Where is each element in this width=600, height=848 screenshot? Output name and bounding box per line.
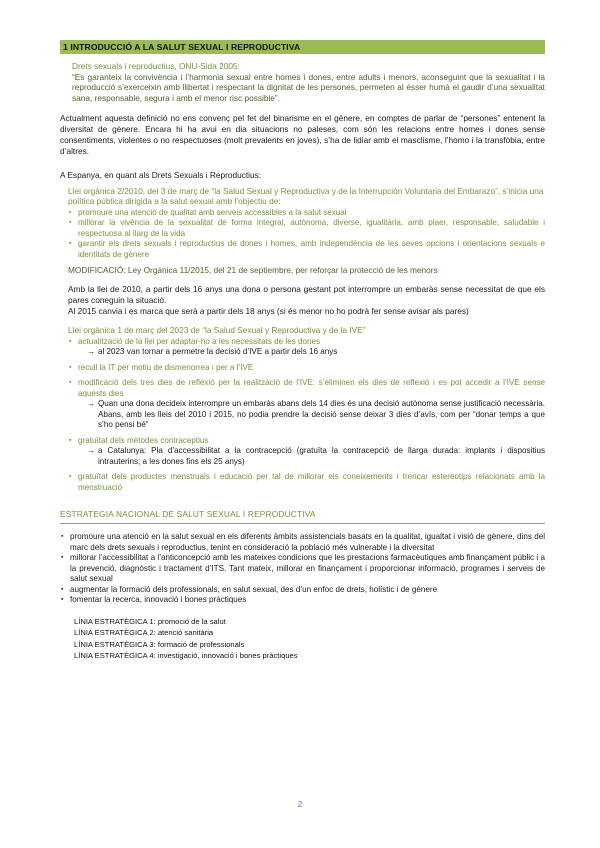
list-item: ▪ augmentar la formació dels professionals, en salut sexual, des d’un enfoc de drets, holístic i de gènere bbox=[60, 585, 545, 596]
sub-item: → a Catalunya: Pla d’accessibilitat a la contracepció (gratuïta la contracepció de llarga durada: implants i dispositius intrauterins; a les dones fins els 25 anys) bbox=[87, 446, 545, 466]
quote-title: Drets sexuals i reproductius, ONU-Sida 2005: bbox=[72, 61, 240, 71]
law-text-2010: Amb la llei de 2010, a partir dels 16 anys una dona o persona gestant pot interrompre un embaràs sense necessitat de que els pares coneguin la situació. bbox=[68, 284, 545, 306]
list-item: ▪ gratuïtat dels productes menstruals i educació per tal de millorar els coneixements i trencar estereotips relacionats amb la menstruació bbox=[68, 472, 545, 493]
list-item: ▪ millorar l’accessibilitat a l’anticoncepció amb les mateixes condicions que les prestacions farmacèutiques amb finançament públic i a la prevenció, diagnòstic i tractament d’ITS. Tant mateix, millorar en finançament i proporcionar informació, programes i serveis de salut sexual bbox=[60, 553, 545, 585]
arrow-icon: → bbox=[87, 347, 96, 357]
list-item: ▪ modificació dels tres dies de reflexió per la realització de l’IVE: s’eliminen els dies de reflexió i es pot accedir a l’IVE sense aquests dies bbox=[68, 378, 545, 399]
law-text bbox=[68, 284, 545, 317]
strategic-line: LÍNIA ESTRATÈGICA 2: atenció sanitària bbox=[74, 628, 214, 638]
section-heading: 1 INTRODUCCIÓ A LA SALUT SEXUAL I REPRODUCTIVA bbox=[60, 40, 545, 54]
llei-2023-list bbox=[68, 337, 545, 494]
llei-2023-title: Llei orgànica 1 de març del 2023 de “la Salud Sexual y Reproductiva y de la IVE” bbox=[68, 325, 366, 336]
ley-organica-2010 bbox=[68, 186, 545, 494]
intro-paragraph: Actualment aquesta definició no ens convenç pel fet del binarisme en el gènere, en comptes de parlar de “persones” entenent la diversitat de gènere. Encara hi ha avui en dia situacions no paleses, com són les relacions entre homes i dones sense consentiments, violentes o no respectuoses (molt prevalents en joves), s’ha de lidiar amb el masclisme, l’homo i la transfòbia, entre d’altres. bbox=[60, 112, 545, 156]
definition-quote bbox=[72, 61, 545, 104]
arrow-icon: → bbox=[87, 446, 96, 456]
law-text-2015: Al 2015 canvia i es marca que serà a partir dels 18 anys (si és menor no ho podrà fer sense avisar als pares) bbox=[68, 306, 469, 317]
strategic-lines bbox=[74, 616, 545, 662]
list-item: ▪ garantir els drets sexuals i reproductius de dones i homes, amb independència de les seves opcions i orientacions sexuals e identitats de gènere bbox=[68, 239, 545, 260]
page-number: 2 bbox=[297, 800, 303, 809]
strategic-line: LÍNIA ESTRATÈGICA 1: promoció de la salut bbox=[74, 616, 226, 626]
sub-item: → al 2023 van tornar a permetre la decisió d’IVE a partir dels 16 anys bbox=[87, 347, 338, 357]
list-item: ▪ promoure una atenció en la salut sexual en els diferents àmbits assistencials basats en la qualitat, igualtat i visió de gènere, dins del marc dels drets sexuals i reproductius, tenint en consideració la població més vulnerable i la diversitat bbox=[60, 532, 545, 553]
strategic-line: LÍNIA ESTRATÈGICA 4: investigació, innovació i bones pràctiques bbox=[74, 651, 298, 661]
list-item: ▪ gratuïtat dels mètodes contraceptius bbox=[68, 436, 545, 447]
quote-text: “Es garanteix la convivència i l’harmonia sexual entre homes i dones, entre adults i menors, aconseguint que la sexualitat i la reproducció s’exerceixin amb llibertat i respectant la dignitat de les persones, permeten al ésser humà el gaudir d’una sexualitat sana, responsable, segura i amb el menor risc possible”. bbox=[72, 71, 545, 104]
estrategia-heading: ESTRATEGIA NACIONAL DE SALUT SEXUAL I REPRODUCTIVA bbox=[60, 509, 545, 524]
list-item: ▪ fomentar la recerca, innovació i bones pràctiques bbox=[60, 595, 545, 606]
list-item: ▪ millorar la vivència de la sexualitat de forma integral, autònoma, diverse, igualitària, amb plaer, responsable, saludable i respectuosa al llarg de la vida bbox=[68, 218, 545, 239]
list-item: ▪ recull la IT per motiu de dismenorrea i per a l’IVE bbox=[68, 363, 545, 374]
ley-organica-title: Llei orgànica 2/2010, del 3 de març de “la Salud Sexual y Reproductiva y de la Interrupción Voluntaria del Embarazo”, s’inicia una política pública dirigida a la salut sexual amb l’objectiu de: bbox=[68, 185, 544, 207]
list-item: ▪ promoure una atenció de qualitat amb serveis accessibles a la salut sexual bbox=[68, 208, 545, 219]
list-item: ▪ actualització de la llei per adaptar-ho a les necessitats de les dones bbox=[68, 337, 545, 348]
document-page bbox=[60, 40, 545, 662]
spain-intro: A Espanya, en quant als Drets Sexuals i Reproductius: bbox=[60, 169, 262, 180]
strategic-line: LÍNIA ESTRATÈGICA 3: formació de professionals bbox=[74, 639, 245, 649]
arrow-icon: → bbox=[87, 399, 96, 409]
ley-organica-list bbox=[68, 208, 545, 261]
sub-item: → Quan una dona decideix interrompre un embaràs abans dels 14 dies és una decisió autònoma sense justificació necessària. Abans, amb les lleis del 2010 i 2015, no podia prendre la decisió sense deixar 3 dies d’avís, com per “donar temps a que s’ho pensi bé” bbox=[87, 399, 545, 430]
modificacio-note: MODIFICACIÓ: Ley Orgánica 11/2015, del 21 de septiembre, per reforçar la protecció de les menors bbox=[68, 265, 438, 276]
estrategia-list bbox=[60, 532, 545, 606]
llei-2023 bbox=[68, 325, 545, 493]
